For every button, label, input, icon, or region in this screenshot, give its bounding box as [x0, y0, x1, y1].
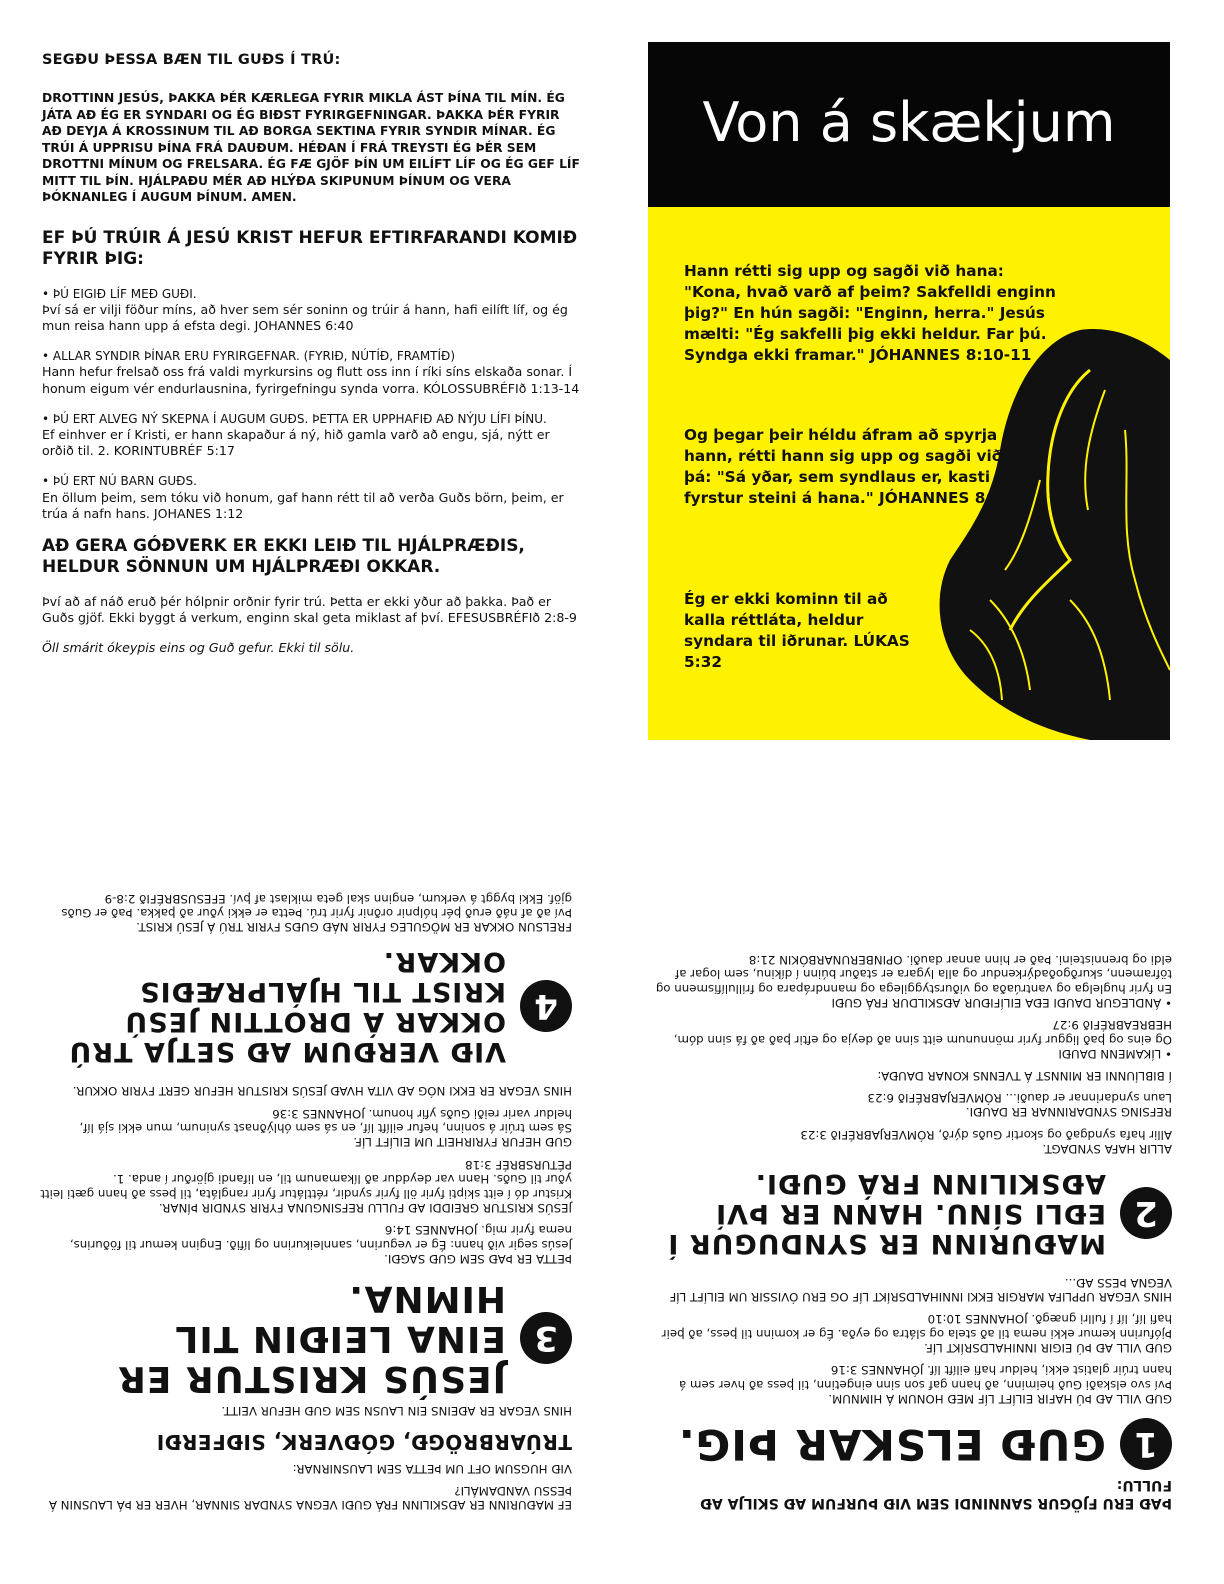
section-4-title: VIÐ VERÐUM AÐ SETJA TRÚ OKKAR Á DROTTIN JESÚ KRIST TIL HJÁLPRÆÐIS OKKAR. — [68, 946, 506, 1068]
prayer-heading: SEGÐU ÞESSA BÆN TIL GUÐS Í TRÚ: — [42, 52, 341, 68]
section-1-title: GUÐ ELSKAR ÞIG. — [677, 1420, 1106, 1469]
scripture: Þjófurinn kemur ekki nema til að stela og slátra og eyða. Ég er kominn til þess, að þeir hafi líf, líf í fullri gnægð. JOHANNES 10:10 — [661, 1312, 1172, 1341]
caption: HINS VEGAR ER EKKI NÓG AÐ VITA HVAÐ JESÚS KRISTUR HEFUR GERT FYRIR OKKUR. — [72, 1084, 572, 1099]
caption: • ÁNDLEGUR DAUÐI EÐA EILÍFIÐUR AÐSKILDUR FRÁ GUÐI — [831, 996, 1172, 1010]
number-badge: 4 — [520, 981, 572, 1033]
scripture: Og eins og það liggur fyrir mönnunum eitt sinn að deyja og eftir það að fá sinn dóm, HEBREABRÉFIð 9:27 — [673, 1018, 1172, 1047]
scripture: Því svo elskaði Guð heiminn, að hann gaf son sinn eingetinn, til þess að hver sem á hann trúir glatist ekki, heldur hafi eilíft líf. JÓHANNES 3:16 — [678, 1363, 1172, 1392]
cover-verse-3: Ég er ekki kominn til að kalla réttláta, heldur syndara til iðrunar. LÚKAS 5:32 — [684, 590, 910, 671]
section-1-body — [654, 1276, 1172, 1406]
prayer-text: DROTTINN JESÚS, ÞAKKA ÞÉR KÆRLEGA FYRIR MIKLA ÁST ÞÍNA TIL MÍN. ÉG JÁTA AÐ ÉG ER SYNDARI OG ÉG BIÐST FYRIRGEFNINGAR. ÞAKKA ÞÉR FYRIR AÐ DEYJA Á KROSSINUM TIL AÐ BORGA SEKTINA FYRIR SYNDIR MÍNAR. ÉG TRÚI Á UPPRISU ÞÍNA FRÁ DAUÐUM. HÉÐAN Í FRÁ TREYSTI ÉG ÞÉR SEM DROTTNI MÍNUM OG FRELSARA. ÉG FÆ GJÖF ÞÍN UM EILÍFT LÍF OG ÉG GEF LÍF MITT TIL ÞÍN. HJÁLPAÐU MÉR AÐ HLÝÐA SKIPUNUM ÞÍNUM OG VERA ÞÓKNANLEG Í AUGUM ÞÍNUM. AMEN. — [42, 91, 580, 204]
caption: ÞETTA ER ÞAÐ SEM GUÐ SAGÐI. — [384, 1252, 572, 1266]
believe-item-caption: • ÞÚ ERT ALVEG NÝ SKEPNA Í AUGUM GUÐS. ÞETTA ER UPPHAFIÐ AÐ NÝJU LÍFI ÞÍNU. — [42, 411, 547, 426]
scripture: Laun syndarinnar er dauði... RÓMVERJABRÉFIð 6:23 — [867, 1091, 1172, 1106]
section-2-title: MAÐURINN ER SYNDUGUR Í EÐLI SÍNU. HANN ER ÞVÍ AÐSKILINN FRÁ GUÐI. — [667, 1168, 1106, 1259]
believe-item — [42, 348, 582, 397]
number-badge: 1 — [1120, 1418, 1172, 1470]
section-3-title: JESÚS KRISTUR ER EINA LEIÐIN TIL HIMNA. — [117, 1278, 506, 1399]
prayer-panel — [42, 52, 582, 655]
caption: HINS VEGAR ER AÐEINS EIN LAUSN SEM GUÐ HEFUR VEITT. — [221, 1404, 572, 1418]
caption: JESÚS KRISTUR GREIDDI AÐ FULLU REFSINGUNA FYRIR SYNDIR ÞÍNAR. — [158, 1201, 572, 1215]
scripture: Kristur dó í eitt skipti fyrir öll fyrir syndir, réttlátur fyrir rangláta, til þess að hann gæti leitt yður til Guðs. Hann var deyddur að líkamanum til, en lifandi gjörður í anda. 1. PÉTURSBRÉF 3:18 — [40, 1158, 572, 1201]
believe-item — [42, 411, 582, 460]
believe-item — [42, 286, 582, 335]
scripture: Jesús segir við hann: Ég er vegurinn, sannleikurinn og lífið. Enginn kemur til föðurins, nema fyrir mig. JOHANNES 14:6 — [69, 1223, 572, 1252]
number-badge: 3 — [520, 1312, 572, 1364]
believe-item-caption: • ALLAR SYNDIR ÞÍNAR ERU FYRIRGEFNAR. (FYRIÐ, NÚTÍÐ, FRAMTÍÐ) — [42, 349, 456, 364]
four-truths-panel-2 — [40, 842, 572, 1512]
caption: ALLIR HAFA SYNDAGT. — [1042, 1142, 1172, 1156]
caption: GUÐ VILL AÐ ÞÚ HAFIR EILÍFT LÍF MEÐ HONUM Á HIMNUM. — [828, 1392, 1172, 1406]
believe-item-caption: • ÞÚ ERT NÚ BARN GUÐS. — [42, 474, 197, 489]
scripture: Allir hafa syndgað og skortir Guðs dýrð, RÓMVERJABRÉFIð 3:23 — [800, 1128, 1172, 1142]
cover-title: Von á skækjum — [702, 91, 1116, 154]
believe-item-text: En öllum þeim, sem tóku við honum, gaf hann rétt til að verða Guðs börn, þeim, er trúa á nafn hans. JOHANES 1:12 — [42, 489, 564, 521]
section-2-body — [654, 953, 1172, 1157]
four-truths-panel-1 — [654, 842, 1172, 1512]
believe-item-caption: • ÞÚ EIGIÐ LÍF MEÐ GUÐI. — [42, 286, 197, 301]
scripture: Því að af náð eruð þér hólpnir orðnir fyrir trú. Þetta er ekki yður að þakka. Það er Guðs gjöf. Ekki byggt á verkum, enginn skal geta miklast af því. EFESUSBRÉFIð 2:8-9 — [61, 892, 572, 921]
caption: • LÍKAMENN DAUÐI — [1058, 1047, 1172, 1061]
works-text: Því að af náð eruð þér hólpnir orðnir fyrir trú. Þetta er ekki yður að þakka. Það er Guðs gjöf. Ekki byggt á verkum, enginn skal geta miklast af því. EFESUSBRÉFIð 2:8-9 — [42, 593, 577, 626]
question-caption: EF MAÐURINN ER AÐSKILINN FRÁ GUÐI VEGNA SYNDAR SINNAR, HVER ER ÞÁ LAUSNIN Á ÞESSU VANDAMÁLI? — [48, 1484, 572, 1512]
caption: FRELSUN OKKAR ER MÖGULEG FYRIR NÁÐ GUÐS FYRIR TRÚ Á JESÚ KRIST. — [136, 920, 572, 935]
intro-text: ÞAÐ ERU FJÖGUR SANNINDI SEM VIÐ ÞURFUM AÐ SKILJA AÐ FULLU: — [700, 1477, 1172, 1511]
woman-illustration — [930, 300, 1170, 740]
believe-item — [42, 473, 582, 522]
section-4-heading — [40, 947, 572, 1067]
cover-verse-panel — [648, 207, 1170, 740]
believe-heading: EF ÞÚ TRÚIR Á JESÚ KRIST HEFUR EFTIRFARANDI KOMIÐ FYRIR ÞIG: — [42, 227, 578, 269]
section-3-body — [40, 1085, 572, 1267]
section-2-heading — [654, 1168, 1172, 1258]
caption: REFSING SYNDARINNAR ER DAUÐI. — [965, 1105, 1172, 1120]
section-3-heading — [40, 1278, 572, 1398]
believe-item-text: Hann hefur frelsað oss frá valdi myrkursins og flutt oss inn í ríki síns elskaða sonar. Í honum eigum vér endurlausnina, fyrirgefningu synda vorra. KÓLOSSUBRÉFIð 1:13-14 — [42, 364, 580, 396]
caption: GUÐ HEFUR FYRIRHEIT UM EILÍFT LÍF. — [353, 1135, 572, 1150]
section-1-heading — [654, 1418, 1172, 1470]
footer-note: Öll smárit ókeypis eins og Guð gefur. Ekki til sölu. — [42, 640, 355, 656]
caption: GUÐ VILL AÐ ÞÚ EIGIR INNIHALDSRÍKT LÍF. — [924, 1341, 1172, 1355]
cover-verse-1: Hann rétti sig upp og sagði við hana: "Kona, hvað varð af þeim? Sakfelldi enginn þig?" En hún sagði: "Enginn, herra." Jesús mælti: "Ég sakfelli þig ekki heldur. Far þú. Syndga ekki framar." JÓHANNES 8:10-11 — [684, 262, 1056, 364]
believe-item-text: Ef einhver er í Kristi, er hann skapaður á ný, hið gamla varð að engu, sjá, nýtt er orðið til. 2. KORINTUBRÉF 5:17 — [42, 426, 550, 459]
caption: VIÐ HUGSUM OFT UM ÞETTA SEM LAUSNIRNAR: — [292, 1462, 572, 1476]
cover-verse-2: Og þegar þeir héldu áfram að spyrja hann, rétti hann sig upp og sagði við þá: "Sá yðar, sem syndlaus er, kasti fyrstur steini á hana." JÓHANNES 8:7 — [684, 426, 1003, 507]
false-solutions: TRÚARBRÖGÐ, GÓÐVERK, SIÐFERÐI — [156, 1430, 572, 1454]
works-heading: AÐ GERA GÓÐVERK ER EKKI LEIÐ TIL HJÁLPRÆÐIS, HELDUR SÖNNUN UM HJÁLPRÆÐI OKKAR. — [42, 535, 525, 577]
scripture: En fyrir huglelga og vantrúaða og viðurstyggilega og manndrápara og frillulífismenn og töframenn, skurðgoðadýrkendur og alla lygara er staður búinn í díkinu, sem logar af eldi og brennisteini. Það er hinn annar dauði. OPINBERUNARBÓKIN 21:8 — [655, 953, 1172, 996]
caption: HINS VEGAR UPPLIFA MARGIR EKKI INNIHALDSRÍKT LÍF OG ERU ÓVISSIR UM EILÍFT LÍF VEGNA ÞESS AÐ... — [669, 1276, 1172, 1304]
number-badge: 2 — [1120, 1187, 1172, 1239]
caption: Í BIBLÍUNNI ER MINNST Á TVENNS KONAR DAUÐA: — [877, 1069, 1172, 1083]
believe-item-text: Því sá er vilji föður míns, að hver sem sér soninn og trúir á hann, hafi eilíft líf, og ég mun reisa hann upp á efsta degi. JOHANNES 6:40 — [42, 301, 568, 333]
scripture: Sá sem trúir á soninn, hefur eilíft líf, en sá sem óhlýðnast syninum, mun ekki sjá líf, heldur varir reiði Guðs yfir honum. JOHANNES 3:36 — [79, 1107, 572, 1136]
section-4-body — [40, 892, 572, 935]
